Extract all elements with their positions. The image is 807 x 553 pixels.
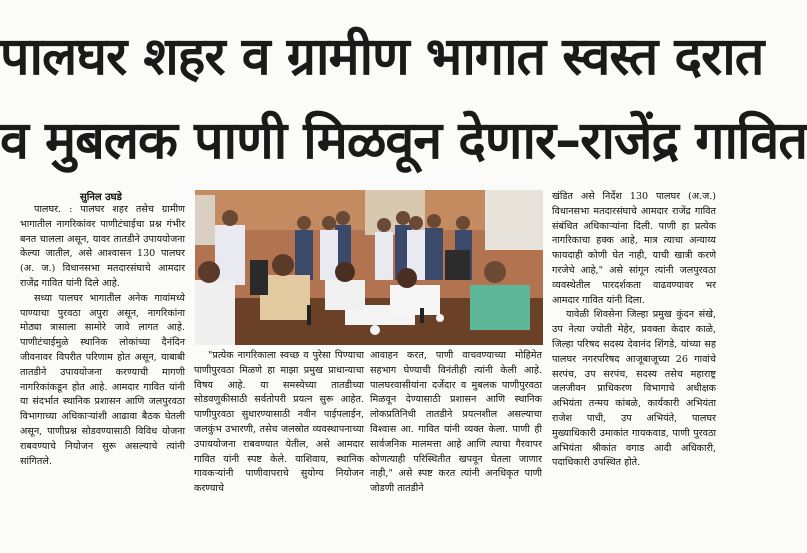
headline-line-2: व मुबलक पाणी मिळवून देणार–राजेंद्र गावित [0,111,807,171]
article-paragraph: सध्या पालघर भागातील अनेक गावांमध्ये पाण्याचा पुरवठा अपुरा असून, नागरिकांना मोठ्या त्रासाला सामोरे जावे लागत आहे. पाणीटंचाईमुळे स्थानिक लोकांच्या दैनंदिन जीवनावर विपरीत परिणाम होत असून, याबाबी तातडीने उपाययोजना करण्याची मागणी नागरिकांकडून होत आहे. आमदार गावित यांनी या संदर्भात स्थानिक प्रशासन आणि जलपुरवठा विभागाच्या अधिकाऱ्यांशी आढावा बैठक घेतली असून, पाणीप्रश्न सोडवण्यासाठी विविध योजना राबवण्याचे नियोजन सुरू असल्याचे त्यांनी सांगितले. [20,292,185,467]
article-paragraph: यावेळी शिवसेना जिल्हा प्रमुख कुंदन संखे, उप नेत्या ज्योती मेहेर, प्रवक्ता केदार काळे, जिल्हा परिषद सदस्य देवानंद शिंगडे, यांच्या सह पालघर नगरपरिषद आजूबाजूच्या 26 गावांचे सरपंच, उप सरपंच, सदस्य तसेच महाराष्ट्र जलजीवन प्राधिकरण विभागाचे अधीक्षक अभियंता तन्मय कांबळे, कार्यकारी अभियंता राजेश पाधी, उप अभियंते, पालघर मुख्याधिकारी उमाकांत गायकवाड, पाणी पुरवठा अभियंता श्रीकांत वगाड आदी अधिकारी, पदाधिकारी उपस्थित होते. [552,309,716,469]
meeting-photo [195,190,543,345]
article-column-1 [20,203,185,549]
article-paragraph: पालघर. : पालघर शहर तसेच ग्रामीण भागातील नागरिकांवर पाणीटंचाईचा प्रश्न गंभीर बनत चालला असून, यावर तातडीने उपाययोजना केल्या जातील, असे आश्वासन 130 पालघर (अ. ज.) विधानसभा मतदारसंघाचे आमदार राजेंद्र गावित यांनी दिले आहे. [20,204,185,289]
article-paragraph: खंडित असे निर्देश 130 पालघर (अ.ज.) विधानसभा मतदारसंघाचे आमदार राजेंद्र गावित संबंधित अधिकाऱ्यांना दिली. पाणी हा प्रत्येक नागरिकाचा हक्क आहे, मात्र त्याचा अन्याय्य फायदाही कोणी घेत नाही, याची खात्री करणे गरजेचे आहे," असे सांगून त्यांनी जलपुरवठा व्यवस्थेतील पारदर्शकता वाढवण्यावर भर आमदार गावित यांनी दिला. [552,191,716,306]
byline: सुनिल उघडे [80,192,122,203]
article-paragraph: आवाहन करत, पाणी वाचवण्याच्या मोहिमेत सहभाग घेण्याची विनंतीही त्यांनी केली आहे. पालघरवासीयांना दर्जेदार व मुबलक पाणीपुरवठा मिळवून देण्यासाठी प्रशासन आणि स्थानिक लोकप्रतिनिधी तातडीने प्रयत्नशील असल्याचा विश्वास आ. गावित यांनी व्यक्त केला. पाणी ही सार्वजनिक मालमत्ता आहे आणि त्याचा गैरवापर कोणत्याही परिस्थितीत खपवून घेतला जाणार नाही," असे स्पष्ट करत त्यांनी अनधिकृत पाणी जोडणी तातडीने [370,350,542,495]
article-column-2 [194,349,364,549]
article-column-4 [552,190,716,549]
headline-line-1: पालघर शहर व ग्रामीण भागात स्वस्त दरात [0,27,764,87]
article-paragraph: "प्रत्येक नागरिकाला स्वच्छ व पुरेसा पिण्याचा पाणीपुरवठा मिळणे हा माझा प्रमुख प्राधान्याचा विषय आहे. या समस्येच्या तातडीच्या सोडवणुकीसाठी सर्वतोपरी प्रयत्न सुरू आहेत. पाणीपुरवठा सुधारण्यासाठी नवीन पाईपलाईन, जलकुंभ उभारणी, तसेच जलस्रोत व्यवस्थापनाच्या उपाययोजना राबवण्यात येतील, असे आमदार गावित यांनी स्पष्ट केले. याशिवाय, स्थानिक गावकऱ्यांनी पाणीवापराचे सुयोग्य नियोजन करण्याचे [194,350,364,495]
article-column-3 [370,349,542,549]
